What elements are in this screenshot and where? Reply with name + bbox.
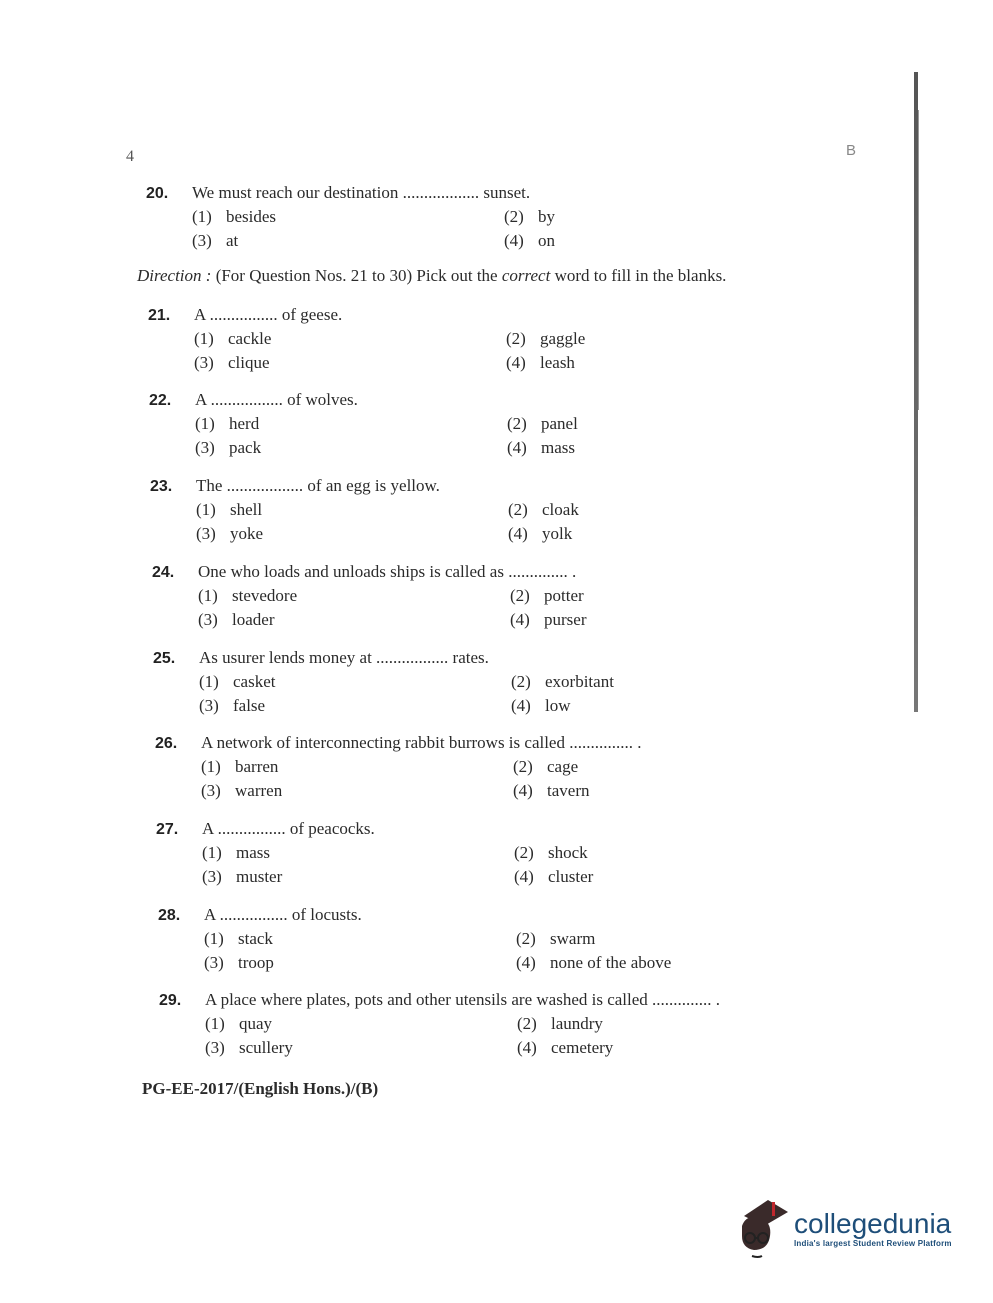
mascot-logo-icon [738, 1196, 790, 1260]
option-3: (3) yoke [196, 524, 264, 543]
option-2: (2) swarm [516, 929, 596, 948]
direction-lead: Direction : [137, 266, 212, 285]
option-2: (2) cloak [508, 500, 579, 519]
option-2: (2) gaggle [506, 329, 586, 348]
question-20 [146, 183, 846, 251]
direction-text-before: (For Question Nos. 21 to 30) Pick out the [211, 266, 502, 285]
option-1: (1) cackle [194, 329, 272, 348]
option-3: (3) pack [195, 438, 262, 457]
option-4: (4) cemetery [517, 1038, 614, 1057]
option-1: (1) mass [202, 843, 270, 862]
option-2: (2) potter [510, 586, 584, 605]
question-number: 21. [148, 307, 171, 324]
logo-wordmark: collegedunia [794, 1207, 952, 1239]
question-21 [148, 305, 848, 373]
option-3: (3) at [192, 231, 239, 250]
direction-text-after: word to fill in the blanks. [550, 266, 727, 285]
option-1: (1) stevedore [198, 586, 298, 605]
direction-text [137, 266, 726, 286]
question-text: A ................ of peacocks. [202, 819, 375, 838]
option-3: (3) muster [202, 867, 283, 886]
logo-tagline: India's largest Student Review Platform [794, 1238, 952, 1248]
question-text: The .................. of an egg is yellow. [196, 476, 440, 495]
question-number: 23. [150, 478, 173, 495]
set-letter: B [846, 142, 857, 159]
option-4: (4) mass [507, 438, 575, 457]
question-27 [156, 819, 856, 887]
option-4: (4) on [504, 231, 555, 250]
option-4: (4) low [511, 696, 571, 715]
option-2: (2) laundry [517, 1014, 603, 1033]
question-number: 27. [156, 821, 179, 838]
option-1: (1) barren [201, 757, 279, 776]
option-4: (4) cluster [514, 867, 594, 886]
page-number: 4 [126, 148, 134, 165]
option-1: (1) quay [205, 1014, 273, 1033]
scan-edge-line [918, 110, 919, 410]
option-4: (4) none of the above [516, 953, 672, 972]
question-text: As usurer lends money at ................. rates. [199, 648, 489, 667]
option-1: (1) stack [204, 929, 273, 948]
option-4: (4) yolk [508, 524, 573, 543]
option-4: (4) leash [506, 353, 575, 372]
question-number: 29. [159, 992, 182, 1009]
question-number: 20. [146, 185, 169, 202]
direction-emphasis: correct [501, 266, 551, 285]
option-1: (1) besides [192, 207, 277, 226]
question-number: 22. [149, 392, 172, 409]
paper-code: PG-EE-2017/(English Hons.)/(B) [142, 1079, 379, 1098]
option-3: (3) troop [204, 953, 274, 972]
question-number: 24. [152, 564, 175, 581]
option-4: (4) purser [510, 610, 587, 629]
option-1: (1) shell [196, 500, 263, 519]
question-26 [155, 733, 855, 801]
option-2: (2) exorbitant [511, 672, 614, 691]
option-1: (1) herd [195, 414, 260, 433]
question-24 [152, 562, 852, 630]
question-29 [159, 990, 899, 1058]
option-3: (3) clique [194, 353, 270, 372]
question-text: A ................ of locusts. [204, 905, 362, 924]
question-number: 28. [158, 907, 181, 924]
option-3: (3) false [199, 696, 266, 715]
option-2: (2) by [504, 207, 555, 226]
option-2: (2) panel [507, 414, 578, 433]
question-text: A place where plates, pots and other utensils are washed is called .............. . [205, 990, 721, 1009]
option-1: (1) casket [199, 672, 276, 691]
question-text: A network of interconnecting rabbit burrows is called ............... . [201, 733, 642, 752]
question-number: 25. [153, 650, 176, 667]
option-2: (2) cage [513, 757, 579, 776]
option-3: (3) scullery [205, 1038, 293, 1057]
collegedunia-watermark [738, 1196, 952, 1260]
option-3: (3) warren [201, 781, 283, 800]
option-4: (4) tavern [513, 781, 590, 800]
question-text: A ................. of wolves. [195, 390, 358, 409]
question-text: One who loads and unloads ships is called as .............. . [198, 562, 577, 581]
question-28 [158, 905, 858, 973]
option-2: (2) shock [514, 843, 588, 862]
question-text: A ................ of geese. [194, 305, 343, 324]
question-text: We must reach our destination .................. sunset. [192, 183, 531, 202]
question-22 [149, 390, 849, 458]
question-23 [150, 476, 850, 544]
question-number: 26. [155, 735, 178, 752]
question-25 [153, 648, 853, 716]
option-3: (3) loader [198, 610, 275, 629]
